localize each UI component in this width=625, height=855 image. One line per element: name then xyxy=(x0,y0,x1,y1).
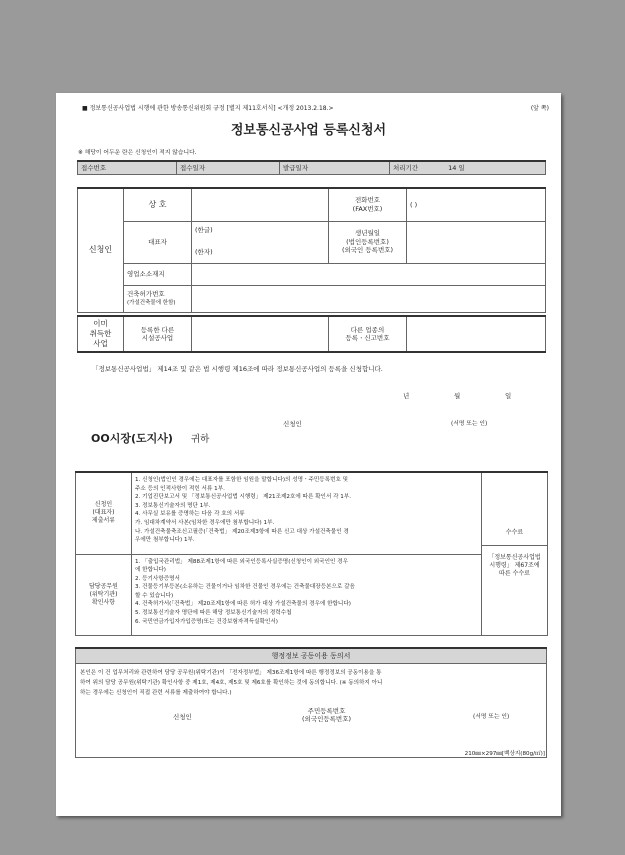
receipt-table xyxy=(77,160,546,175)
form-reference: ■ 정보통신공사업법 시행에 관한 방송통신위원회 규정 [별지 제11호서식] <개정 2013.2.18.> xyxy=(82,105,334,112)
signature-applicant-label: 신청인 xyxy=(283,420,302,428)
official-check-label: 담당공무원 (위탁기관) 확인사항 xyxy=(76,554,132,635)
consent-rrn-label: 주민등록번호 (외국인등록번호) xyxy=(302,706,352,723)
processing-period: 처리기간 14 일 xyxy=(390,161,546,174)
representative-name-input[interactable]: (한글) (한자) xyxy=(192,221,329,263)
consent-applicant-label: 신청인 xyxy=(173,712,192,721)
addressee-suffix: 귀하 xyxy=(191,434,210,445)
official-check-list: 1. 「출입국관리법」 제88조제1항에 따른 외국인등록사실증명(신청인이 외국인인 경우 에 한합니다) 2. 등기사항증명서 3. 건물등기부등본(소유하는 건물이거나 임차한 건물인 경우에는 건축물대장등본으로 갈음 할 수 있습니다) 4. 건축허가서(「건축법」 제20조제1항에 따른 허가 대상 가설건축물의 경우에 한합니다) 5. 정보통신기술자 명단에 따른 해당 정보통신기술자의 경력수첩 6. 국민연금가입자가입증명(또는 건강보험자격득실확인서) xyxy=(132,554,482,635)
fee-label: 수수료 xyxy=(505,529,524,537)
acquired-section-label: 이미 취득한 사업 xyxy=(78,316,124,352)
year-label: 년 xyxy=(403,392,410,400)
consent-table xyxy=(75,647,547,758)
paper-spec: 210㎜×297㎜[백상지(80g/㎡)] xyxy=(464,751,545,757)
trade-name-input[interactable] xyxy=(192,188,329,221)
addressee-office: OO시장(도지사) xyxy=(91,432,173,445)
submit-docs-label: 신청인 (대표자) 제출서류 xyxy=(76,472,132,554)
consent-signature-field[interactable]: (서명 또는 인) xyxy=(473,713,510,720)
birth-date-label: 생년월일 (법인등록번호) (외국인 등록번호) xyxy=(329,221,407,263)
applicant-section-label: 신청인 xyxy=(78,188,124,312)
birth-date-input[interactable] xyxy=(407,221,546,263)
applicant-table xyxy=(77,187,546,313)
fee-cell: 수수료 「정보통신공사업법 시행령」 제67조에 따른 수수료 xyxy=(482,472,548,635)
receipt-number-field[interactable]: 접수번호 xyxy=(78,161,177,174)
signature-field[interactable]: (서명 또는 인) xyxy=(451,421,488,427)
form-note: ※ 해당이 어두운 란은 신청인이 적지 않습니다. xyxy=(78,150,197,156)
other-registration-input[interactable] xyxy=(407,316,546,352)
office-location-label: 영업소소재지 xyxy=(124,263,192,285)
receipt-date-field[interactable]: 접수일자 xyxy=(177,161,280,174)
acquired-business-table xyxy=(77,315,546,353)
form-title: 정보통신공사업 등록신청서 xyxy=(230,123,387,138)
issue-date-field[interactable]: 발급일자 xyxy=(280,161,390,174)
office-location-input[interactable] xyxy=(192,263,546,285)
application-form-page xyxy=(56,93,561,816)
registered-construction-label: 등록한 다른 시설공사업 xyxy=(124,316,192,352)
phone-fax-label: 전화번호 (FAX번호) xyxy=(329,188,407,221)
day-label: 일 xyxy=(505,392,512,400)
submit-docs-list: 1. 신청인(법인인 경우에는 대표자를 포함한 임원을 말합니다)의 성명ㆍ주민등록번호 및 주소 등의 인적사항이 적힌 서류 1부. 2. 기업진단보고서 및 「정보통신공사업법 시행령」 제21조제2호에 따른 확인서 각 1부. 3. 정보통신기술자의 명단 1부. 4. 사무실 보유를 증명하는 다음 각 호의 서류 가. 임대차계약서 사본(임차한 경우에만 첨부합니다) 1부. 나. 가설건축물축조신고필증(「건축법」 제20조제3항에 따른 신고 대상 가설건축물인 경 우에만 첨부합니다) 1부. xyxy=(132,472,482,554)
consent-title: 행정정보 공동이용 동의서 xyxy=(76,648,547,663)
month-label: 월 xyxy=(454,392,461,400)
application-statement: 「정보통신공사업법」 제14조 및 같은 법 시행령 제16조에 따라 정보통신공사업의 등록을 신청합니다. xyxy=(92,365,383,373)
documents-table xyxy=(75,471,548,636)
building-permit-label: 건축허가번호 (가설건축물에 한함) xyxy=(124,285,192,312)
representative-label: 대표자 xyxy=(124,221,192,263)
page-side-label: (앞 쪽) xyxy=(530,105,549,112)
building-permit-input[interactable] xyxy=(192,285,546,312)
registered-construction-input[interactable] xyxy=(192,316,329,352)
consent-body: 본인은 이 건 업무처리와 관련하여 담당 공무원(위탁기관)이 「전자정부법」 제36조제1항에 따른 행정정보의 공동이용을 통 하여 위의 담당 공무원(위탁기관) 확인사항 중 제1호, 제4호, 제5호 및 제6호를 확인하는 것에 동의합니다. (※ 동의하지 아니 하는 경우에는 신청인이 직접 관련 서류를 제출하여야 합니다.) 신청인 주민등록번호 (외국인등록번호) (서명 또는 인) xyxy=(76,663,547,757)
phone-fax-input[interactable]: ( ) xyxy=(407,188,546,221)
trade-name-label: 상 호 xyxy=(124,188,192,221)
other-registration-label: 다른 업종의 등록ㆍ신고번호 xyxy=(329,316,407,352)
